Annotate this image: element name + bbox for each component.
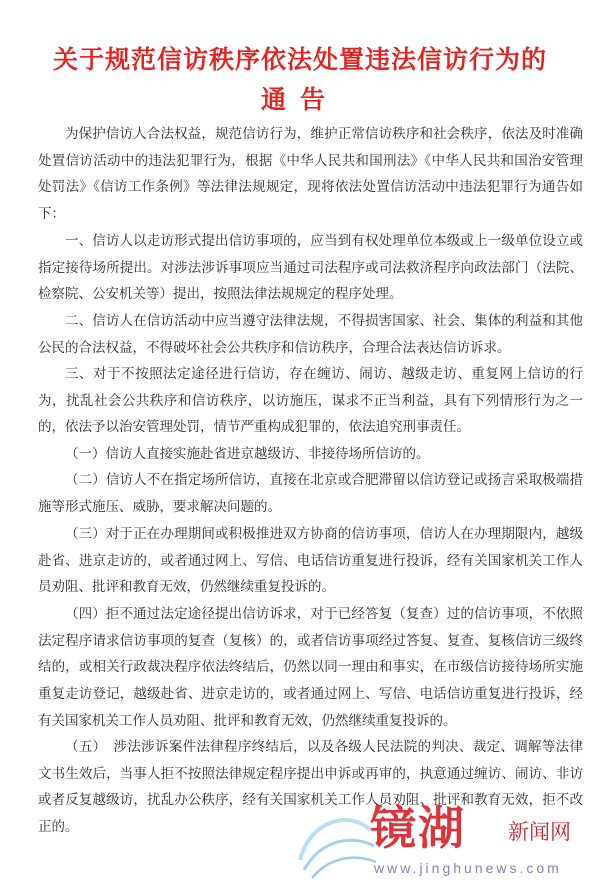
watermark-swirl-icon [290, 790, 380, 887]
notice-title-line1: 关于规范信访秩序依法处置违法信访行为的 [52, 45, 547, 74]
watermark-brand: 镜湖 [370, 801, 466, 855]
clause-3-paragraph: 三、对于不按照法定途径进行信访，存在缠访、闹访、越级走访、重复网上信访的行为，扰乱社会公共秩序和信访秩序，以访施压，谋求不正当利益，具有下列情形行为之一的，依法予以治安管理处罚，情节严重构成犯罪的，依法追究刑事责任。 [38, 366, 583, 436]
item-3-paragraph: （三）对于正在办理期间或积极推进双方协商的信访事项，信访人在办理期限内，越级赴省、进京走访的，或者通过网上、写信、电话信访重复进行投诉，经有关国家机关工作人员劝阻、批评和教育无效，仍然继续重复投诉的。 [38, 526, 583, 596]
item-2-paragraph: （二）信访人不在指定场所信访，直接在北京或合肥滞留以信访登记或扬言采取极端措施等形式施压、威胁，要求解决问题的。 [38, 472, 583, 515]
item-4-paragraph: （四）拒不通过法定途径提出信访诉求，对于已经答复（复查）过的信访事项，不依照法定程序请求信访事项的复查（复核）的，或者信访事项经过答复、复查、复核信访三级终结的，或相关行政裁决程序依法终结后，仍然以同一理由和事实，在市级信访接待场所实施重复走访登记，越级赴省、进京走访的，或者通过网上、写信、电话信访重复进行投诉，经有关国家机关工作人员劝阻、批评和教育无效，仍然继续重复投诉的。 [38, 606, 583, 729]
watermark-news-label: 新闻网 [508, 820, 571, 844]
site-watermark [290, 790, 600, 887]
clause-2-paragraph: 二、信访人在信访活动中应当遵守法律法规，不得损害国家、社会、集体的利益和其他公民的合法权益，不得破坏社会公共秩序和信访秩序，合理合法表达信访诉求。 [38, 313, 583, 356]
notice-title-line2: 通告 [260, 85, 339, 114]
watermark-url: www.jinghunews.com [374, 860, 562, 876]
item-1-paragraph: （一）信访人直接实施赴省进京越级访、非接待场所信访的。 [65, 446, 430, 462]
intro-paragraph: 为保护信访人合法权益，规范信访行为，维护正常信访秩序和社会秩序，依法及时准确处置信访活动中的违法犯罪行为，根据《中华人民共和国刑法》《中华人民共和国治安管理处罚法》《信访工作条例》等法律法规规定，现将依法处置信访活动中违法犯罪行为通告如下： [38, 126, 583, 223]
item-5-paragraph: （五） 涉法涉诉案件法律程序终结后，以及各级人民法院的判决、裁定、调解等法律文书生效后，当事人拒不按照法律规定程序提出申诉或再审的，执意通过缠访、闹访、非访或者反复越级访，扰乱办公秩序，经有关国家机关工作人员劝阻、批评和教育无效，拒不改正的。 [38, 739, 583, 836]
clause-1-paragraph: 一、信访人以走访形式提出信访事项的，应当到有权处理单位本级或上一级单位设立或指定接待场所提出。对涉法涉诉事项应当通过司法程序或司法救济程序向政法部门（法院、检察院、公安机关等）提出，按照法律法规规定的程序处理。 [38, 233, 583, 303]
